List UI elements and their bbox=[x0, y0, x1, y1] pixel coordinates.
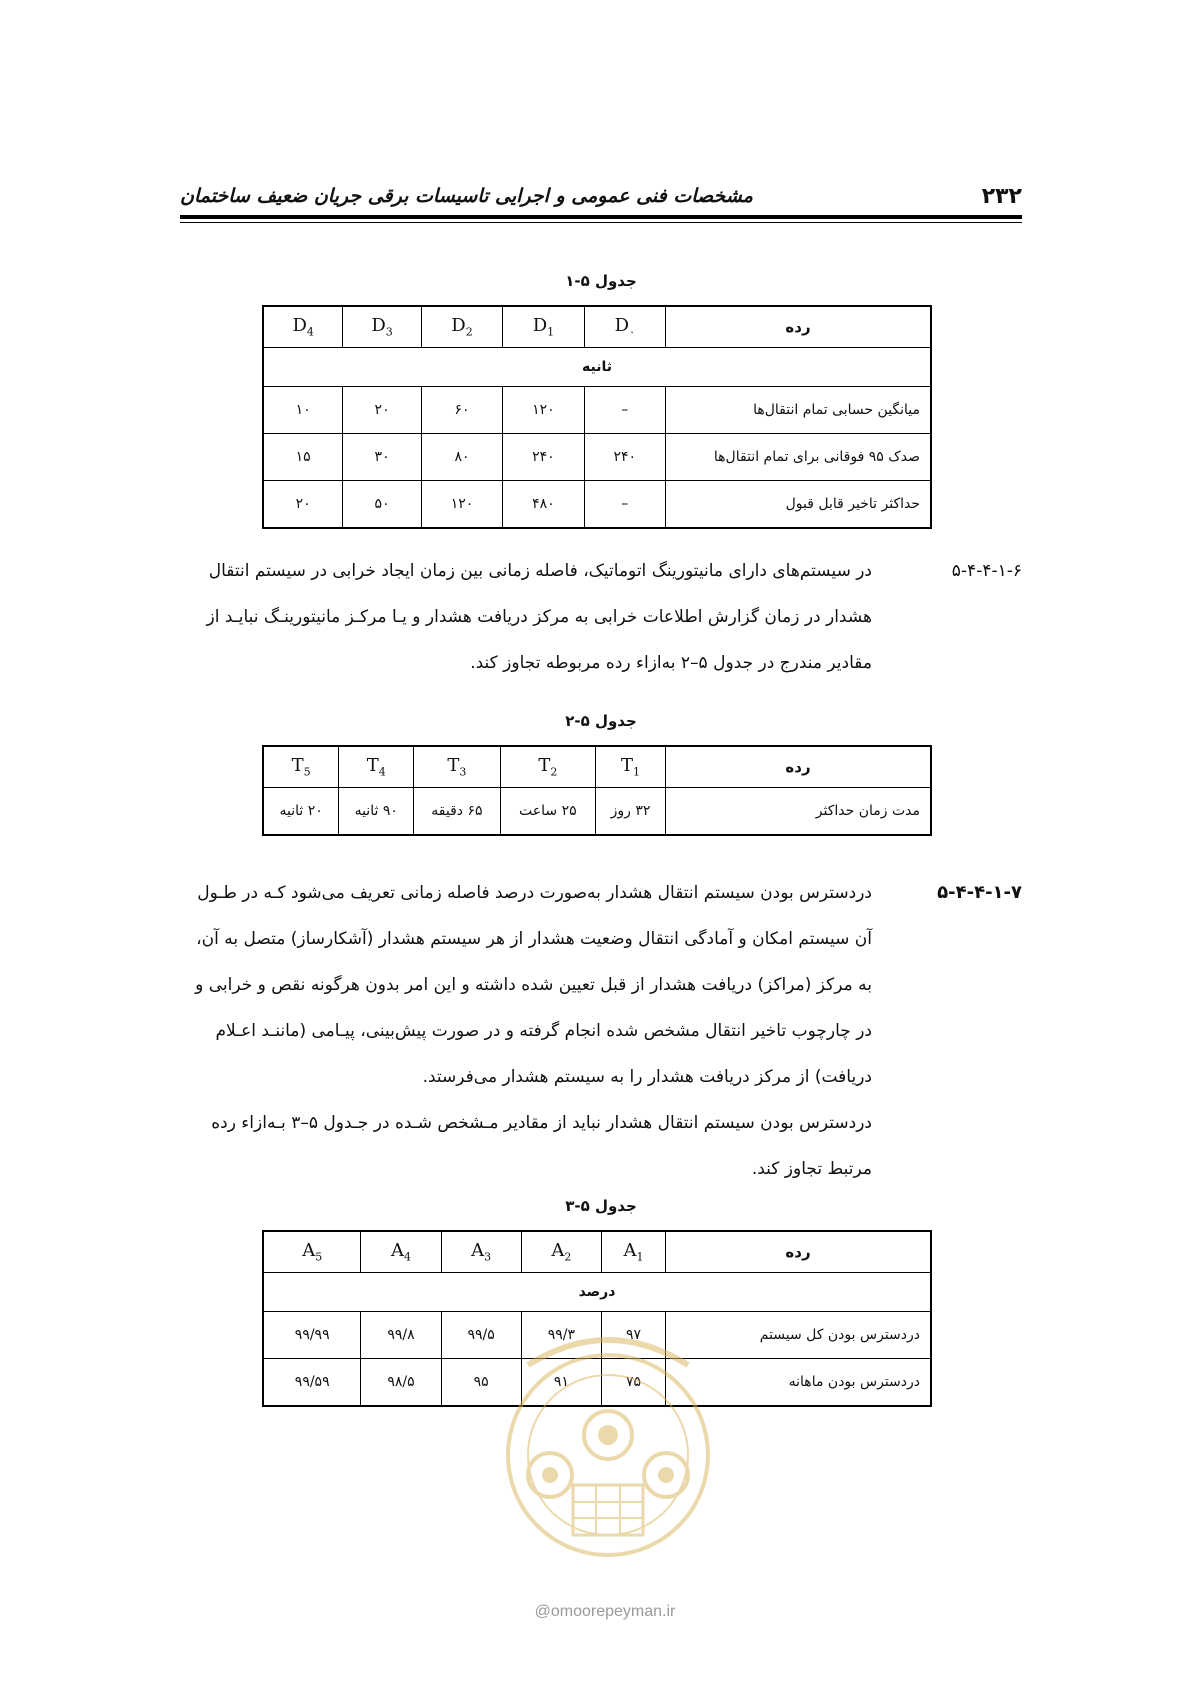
table1-col-header: $D_1$ bbox=[503, 306, 584, 348]
table1-cell: ۱۲۰ bbox=[503, 387, 584, 434]
table2 bbox=[262, 745, 932, 836]
table2-cell: ۲۵ ساعت bbox=[500, 788, 595, 836]
table3-cell: ۷۵ bbox=[601, 1359, 665, 1407]
section2-line: آن سیستم امکان و آمادگی انتقال وضعیت هشدار از هر سیستم هشدار (آشکارساز) متصل به آن، bbox=[196, 929, 872, 949]
table3-header-label: رده bbox=[666, 1231, 932, 1273]
table1-cell: ۸۰ bbox=[421, 434, 502, 481]
table1-cell: ۵۰ bbox=[343, 481, 422, 529]
running-title: مشخصات فنی عمومی و اجرایی تاسیسات برقی جریان ضعیف ساختمان bbox=[180, 185, 753, 207]
table1-unit-row bbox=[263, 348, 931, 387]
table3-cell: ۹۹/۵ bbox=[441, 1312, 521, 1359]
header-rule-thick bbox=[180, 215, 1022, 219]
table1-row-label: صدک ۹۵ فوقانی برای تمام انتقال‌ها bbox=[666, 434, 932, 481]
table1-cell: ۴۸۰ bbox=[503, 481, 584, 529]
table1-col-header: $D_3$ bbox=[343, 306, 422, 348]
table3-cell: ۹۹/۹۹ bbox=[263, 1312, 361, 1359]
table2-header-label: رده bbox=[666, 746, 932, 788]
table1-col-header: $D_4$ bbox=[263, 306, 343, 348]
watermark-logo-icon bbox=[478, 1325, 738, 1575]
table1-cell: ۲۴۰ bbox=[584, 434, 665, 481]
table1-cell: – bbox=[584, 387, 665, 434]
table3-cell: ۹۱ bbox=[521, 1359, 601, 1407]
table-row bbox=[263, 434, 931, 481]
table1-cell: ۱۵ bbox=[263, 434, 343, 481]
table1-cell: ۶۰ bbox=[421, 387, 502, 434]
page-number: ۲۳۲ bbox=[981, 183, 1022, 209]
table3-row-label: دردسترس بودن کل سیستم bbox=[666, 1312, 932, 1359]
table3-cell: ۹۵ bbox=[441, 1359, 521, 1407]
table2-cell: ۹۰ ثانیه bbox=[339, 788, 414, 836]
table1-cell: ۲۰ bbox=[263, 481, 343, 529]
table2-col-header: $T_4$ bbox=[339, 746, 414, 788]
table3-cell: ۹۷ bbox=[601, 1312, 665, 1359]
table1-cell: ۲۰ bbox=[343, 387, 422, 434]
section2-line: در چارچوب تاخیر انتقال مشخص شده انجام گرفته و در صورت پیش‌بینی، پیـامی (ماننـد اعـلام bbox=[215, 1021, 872, 1041]
table2-col-header: $T_2$ bbox=[500, 746, 595, 788]
table1-cell: – bbox=[584, 481, 665, 529]
table2-cell: ۶۵ دقیقه bbox=[414, 788, 500, 836]
table1-col-header: $D_2$ bbox=[421, 306, 502, 348]
table2-cell: ۳۲ روز bbox=[596, 788, 666, 836]
table1-cell: ۱۰ bbox=[263, 387, 343, 434]
table3-col-header: $A_2$ bbox=[521, 1231, 601, 1273]
header-rule-thin bbox=[180, 222, 1022, 223]
table3-cell: ۹۹/۵۹ bbox=[263, 1359, 361, 1407]
table2-row-label: مدت زمان حداکثر bbox=[666, 788, 932, 836]
table1-row-label: میانگین حسابی تمام انتقال‌ها bbox=[666, 387, 932, 434]
section1-number: ۵-۴-۴-۱-۶ bbox=[951, 561, 1022, 581]
table1-row-label: حداکثر تاخیر قابل قبول bbox=[666, 481, 932, 529]
page-header bbox=[180, 178, 1022, 214]
table3-caption: جدول ۵-۳ bbox=[565, 1197, 637, 1215]
table3-cell: ۹۹/۳ bbox=[521, 1312, 601, 1359]
watermark-text: @omoorepeyman.ir bbox=[534, 1603, 676, 1620]
table3-header-row bbox=[263, 1231, 931, 1273]
table3-row-label: دردسترس بودن ماهانه bbox=[666, 1359, 932, 1407]
section2-line: مرتبط تجاوز کند. bbox=[751, 1159, 872, 1179]
section2-line: دردسترس بودن سیستم انتقال هشدار نباید از مقادیر مـشخص شـده در جـدول ۵–۳ بـه‌ازاء رده bbox=[211, 1113, 872, 1133]
table1-cell: ۳۰ bbox=[343, 434, 422, 481]
section1-line: هشدار در زمان گزارش اطلاعات خرابی به مرکز دریافت هشدار و یـا مرکـز مانیتورینـگ نبایـد از bbox=[206, 607, 872, 627]
table3-col-header: $A_5$ bbox=[263, 1231, 361, 1273]
table3-unit: درصد bbox=[263, 1273, 931, 1312]
table2-header-row bbox=[263, 746, 931, 788]
table1 bbox=[262, 305, 932, 529]
table1-header-row bbox=[263, 306, 931, 348]
section2-line: به مرکز (مراکز) دریافت هشدار از قبل تعیین شده داشته و این امر بدون هرگونه نقص و خرابی و bbox=[195, 975, 872, 995]
table1-unit: ثانیه bbox=[263, 348, 931, 387]
table2-col-header: $T_1$ bbox=[596, 746, 666, 788]
table3-col-header: $A_3$ bbox=[441, 1231, 521, 1273]
table3-cell: ۹۹/۸ bbox=[361, 1312, 441, 1359]
section2-line: دردسترس بودن سیستم انتقال هشدار به‌صورت درصد فاصله زمانی تعریف می‌شود کـه در طـول bbox=[197, 883, 872, 903]
table3-cell: ۹۸/۵ bbox=[361, 1359, 441, 1407]
section2-number: ۵-۴-۴-۱-۷ bbox=[937, 882, 1022, 903]
table2-caption: جدول ۵-۲ bbox=[565, 712, 637, 730]
table3-col-header: $A_4$ bbox=[361, 1231, 441, 1273]
section1-line: در سیستم‌های دارای مانیتورینگ اتوماتیک، فاصله زمانی بین زمان ایجاد خرابی در سیستم انتقال bbox=[208, 561, 872, 581]
table3-unit-row bbox=[263, 1273, 931, 1312]
table1-col-header: $D_۰$ bbox=[584, 306, 665, 348]
table3-col-header: $A_1$ bbox=[601, 1231, 665, 1273]
table2-col-header: $T_3$ bbox=[414, 746, 500, 788]
section2-line: دریافت) از مرکز دریافت هشدار را به سیستم هشدار می‌فرستد. bbox=[422, 1067, 872, 1087]
table1-cell: ۲۴۰ bbox=[503, 434, 584, 481]
section2-text bbox=[180, 870, 872, 1192]
table-row bbox=[263, 387, 931, 434]
table1-header-label: رده bbox=[666, 306, 932, 348]
table1-caption: جدول ۵-۱ bbox=[565, 272, 637, 290]
table2-cell: ۲۰ ثانیه bbox=[263, 788, 339, 836]
table-row bbox=[263, 788, 931, 836]
table2-col-header: $T_5$ bbox=[263, 746, 339, 788]
table1-cell: ۱۲۰ bbox=[421, 481, 502, 529]
table-row bbox=[263, 481, 931, 529]
section1-line: مقادیر مندرج در جدول ۵–۲ به‌ازاء رده مربوطه تجاوز کند. bbox=[470, 653, 872, 673]
section1-text bbox=[180, 548, 872, 686]
